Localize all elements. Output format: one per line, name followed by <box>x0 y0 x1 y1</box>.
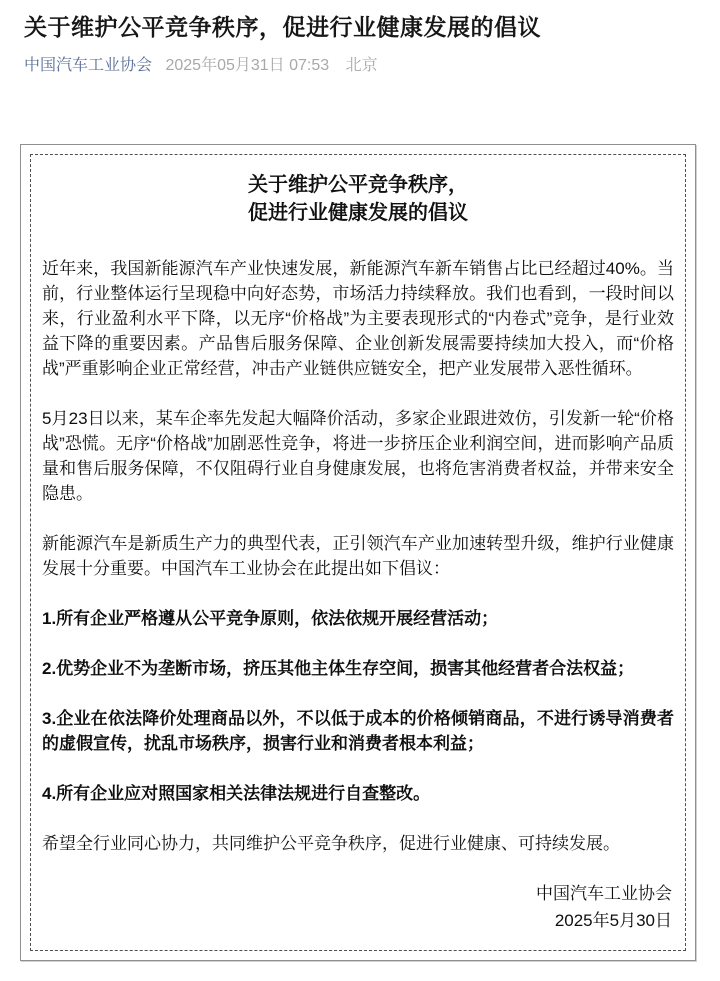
notice-paragraph: 2.优势企业不为垄断市场，挤压其他主体生存空间，损害其他经营者合法权益； <box>42 659 635 678</box>
notice-title-line-2: 促进行业健康发展的倡议 <box>248 202 468 224</box>
publish-datetime: 2025年05月31日 07:53 <box>165 57 330 74</box>
signature-org: 中国汽车工业协会 <box>536 884 672 903</box>
notice-box <box>20 144 696 961</box>
notice-paragraph: 5月23日以来，某车企率先发起大幅降价活动，多家企业跟进效仿，引发新一轮“价格战”恐慌。无序“价格战”加剧恶性竞争，将进一步挤压企业利润空间，进而影响产品质量和售后服务保障，不仅阻碍行业自身健康发展，也将危害消费者权益，并带来安全隐患。 <box>42 409 674 503</box>
signature <box>42 880 674 934</box>
notice-inner-frame <box>30 154 686 951</box>
account-link[interactable]: 中国汽车工业协会 <box>24 57 153 74</box>
notice-paragraph: 近年来，我国新能源汽车产业快速发展，新能源汽车新车销售占比已经超过40%。当前，行业整体运行呈现稳中向好态势，市场活力持续释放。我们也看到，一段时间以来，行业盈利水平下降，以无序“价格战”为主要表现形式的“内卷式”竞争，是行业效益下降的重要因素。产品售后服务保障、企业创新发展需要持续加大投入，而“价格战”严重影响企业正常经营，冲击产业链供应链安全，把产业发展带入恶性循环。 <box>42 259 674 378</box>
notice-paragraph: 3.企业在依法降价处理商品以外，不以低于成本的价格倾销商品，不进行诱导消费者的虚假宣传，扰乱市场秩序，损害行业和消费者根本利益； <box>42 709 674 753</box>
byline <box>24 55 696 76</box>
notice-title-line-1: 关于维护公平竞争秩序， <box>248 174 468 196</box>
notice-paragraph: 新能源汽车是新质生产力的典型代表，正引领汽车产业加速转型升级，维护行业健康发展十分重要。中国汽车工业协会在此提出如下倡议： <box>42 534 674 578</box>
notice-paragraph: 4.所有企业应对照国家相关法律法规进行自查整改。 <box>42 784 431 803</box>
notice-body <box>42 256 674 856</box>
signature-date: 2025年5月30日 <box>554 911 672 930</box>
notice-title <box>42 171 674 227</box>
notice-paragraph: 希望全行业同心协力，共同维护公平竞争秩序，促进行业健康、可持续发展。 <box>42 834 620 853</box>
publish-location: 北京 <box>345 57 378 74</box>
article-title: 关于维护公平竞争秩序，促进行业健康发展的倡议 <box>24 14 541 40</box>
notice-paragraph: 1.所有企业严格遵从公平竞争原则，依法依规开展经营活动； <box>42 609 499 628</box>
